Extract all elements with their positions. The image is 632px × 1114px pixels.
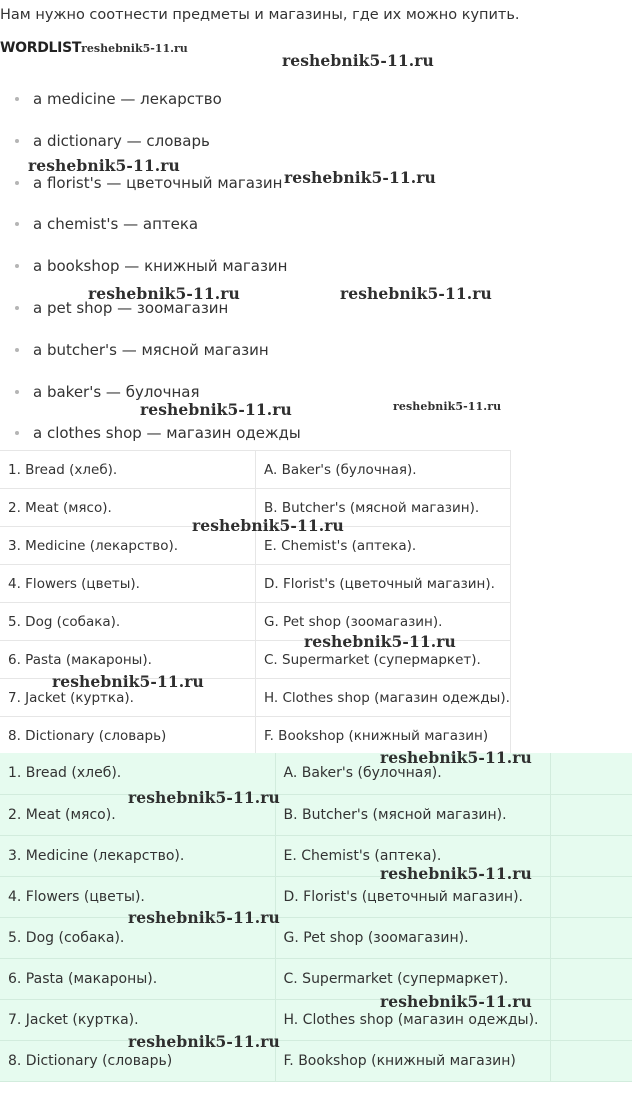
watermark: reshebnik5-11.ru — [380, 864, 532, 883]
list-item — [0, 339, 301, 381]
wordlist-entry: a medicine — лекарство — [33, 90, 222, 108]
shop-cell: H. Clothes shop (магазин одежды). — [275, 999, 550, 1040]
watermark: reshebnik5-11.ru — [393, 400, 502, 413]
shop-cell: D. Florist's (цветочный магазин). — [275, 876, 550, 917]
answer-table — [0, 753, 632, 1082]
watermark: reshebnik5-11.ru — [140, 400, 292, 419]
wordlist-entry: a pet shop — зоомагазин — [33, 298, 229, 317]
watermark: reshebnik5-11.ru — [284, 168, 436, 187]
watermark: reshebnik5-11.ru — [304, 632, 456, 651]
watermark: reshebnik5-11.ru — [192, 516, 344, 535]
watermark: reshebnik5-11.ru — [128, 908, 280, 927]
item-cell: 3. Medicine (лекарство). — [0, 835, 275, 876]
bullet-icon — [15, 390, 19, 394]
bullet-icon — [15, 306, 19, 310]
empty-cell — [550, 1040, 632, 1081]
item-cell: 7. Jacket (куртка). — [0, 679, 256, 717]
shop-cell: A. Baker's (булочная). — [256, 451, 511, 489]
bullet-icon — [15, 431, 19, 435]
item-cell: 4. Flowers (цветы). — [0, 876, 275, 917]
item-cell: 3. Medicine (лекарство). — [0, 527, 256, 565]
watermark: reshebnik5-11.ru — [282, 51, 434, 70]
watermark: reshebnik5-11.ru — [81, 42, 188, 55]
wordlist-entry: a dictionary — словарь — [33, 131, 210, 150]
item-cell: 6. Pasta (макароны). — [0, 958, 275, 999]
shop-cell: F. Bookshop (книжный магазин) — [275, 1040, 550, 1081]
shop-cell: B. Butcher's (мясной магазин). — [256, 489, 511, 527]
table-row — [0, 958, 632, 999]
item-cell: 1. Bread (хлеб). — [0, 753, 275, 794]
wordlist-entry: a bookshop — книжный магазин — [33, 257, 288, 276]
shop-cell: E. Chemist's (аптека). — [275, 835, 550, 876]
watermark: reshebnik5-11.ru — [340, 284, 492, 303]
bullet-icon — [15, 139, 19, 143]
empty-cell — [550, 794, 632, 835]
item-cell: 5. Dog (собака). — [0, 603, 256, 641]
shop-cell: C. Supermarket (супермаркет). — [275, 958, 550, 999]
shop-cell: F. Bookshop (книжный магазин) — [256, 717, 511, 755]
wordlist-entry: a baker's — булочная — [33, 382, 200, 401]
item-cell: 1. Bread (хлеб). — [0, 451, 256, 489]
empty-cell — [550, 876, 632, 917]
table-row — [0, 1040, 632, 1081]
shop-cell: B. Butcher's (мясной магазин). — [275, 794, 550, 835]
table-row — [0, 835, 632, 876]
empty-cell — [550, 835, 632, 876]
list-item — [0, 213, 301, 255]
watermark: reshebnik5-11.ru — [88, 284, 240, 303]
wordlist-title: WORDLIST — [0, 40, 82, 56]
shop-cell: G. Pet shop (зоомагазин). — [275, 917, 550, 958]
list-item — [0, 297, 301, 339]
wordlist-heading — [0, 40, 188, 56]
item-cell: 7. Jacket (куртка). — [0, 999, 275, 1040]
watermark: reshebnik5-11.ru — [380, 748, 532, 767]
bullet-icon — [15, 264, 19, 268]
item-cell: 2. Meat (мясо). — [0, 794, 275, 835]
item-cell: 6. Pasta (макароны). — [0, 641, 256, 679]
empty-cell — [550, 958, 632, 999]
list-item — [0, 172, 301, 214]
watermark: reshebnik5-11.ru — [52, 672, 204, 691]
item-cell: 2. Meat (мясо). — [0, 489, 256, 527]
shop-cell: E. Chemist's (аптека). — [256, 527, 511, 565]
shop-cell: D. Florist's (цветочный магазин). — [256, 565, 511, 603]
shop-cell: G. Pet shop (зоомагазин). — [256, 603, 511, 641]
list-item — [0, 88, 301, 130]
empty-cell — [550, 753, 632, 794]
empty-cell — [550, 999, 632, 1040]
table-row — [0, 794, 632, 835]
watermark: reshebnik5-11.ru — [28, 156, 180, 175]
shop-cell: H. Clothes shop (магазин одежды). — [256, 679, 511, 717]
item-cell: 5. Dog (собака). — [0, 917, 275, 958]
bullet-icon — [15, 97, 19, 101]
item-cell: 4. Flowers (цветы). — [0, 565, 256, 603]
item-cell: 8. Dictionary (словарь) — [0, 1040, 275, 1081]
table-row — [0, 565, 511, 603]
watermark: reshebnik5-11.ru — [128, 788, 280, 807]
intro-text: Нам нужно соотнести предметы и магазины, где их можно купить. — [0, 7, 520, 23]
wordlist-entry: a butcher's — мясной магазин — [33, 340, 269, 359]
table-row — [0, 876, 632, 917]
wordlist-entry: a chemist's — аптека — [33, 215, 199, 234]
table-row — [0, 451, 511, 489]
wordlist-entry: a florist's — цветочный магазин — [33, 173, 283, 192]
watermark: reshebnik5-11.ru — [380, 992, 532, 1011]
table-row — [0, 753, 632, 794]
matching-table — [0, 450, 511, 755]
bullet-icon — [15, 181, 19, 185]
shop-cell: A. Baker's (булочная). — [275, 753, 550, 794]
wordlist-entry: a clothes shop — магазин одежды — [33, 424, 301, 443]
table-row — [0, 917, 632, 958]
shop-cell: C. Supermarket (супермаркет). — [256, 641, 511, 679]
bullet-icon — [15, 222, 19, 226]
item-cell: 8. Dictionary (словарь) — [0, 717, 256, 755]
empty-cell — [550, 917, 632, 958]
watermark: reshebnik5-11.ru — [128, 1032, 280, 1051]
bullet-icon — [15, 348, 19, 352]
table-row — [0, 999, 632, 1040]
